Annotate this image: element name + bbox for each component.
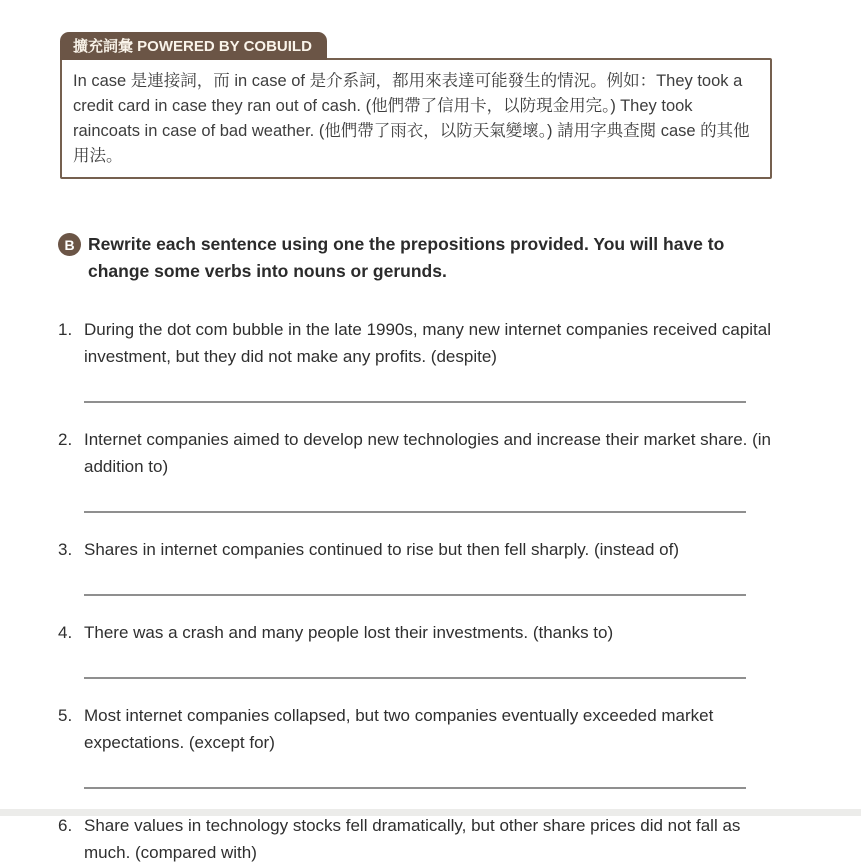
answer-blank-line	[84, 677, 746, 679]
item-body	[84, 536, 776, 596]
page-bottom-edge	[0, 809, 861, 816]
exercise-item-1	[60, 316, 861, 403]
vocab-note-text: In case 是連接詞，而 in case of 是介系詞，都用來表達可能發生的情況。例如：They took a credit card in case they ran out of cash. (他們帶了信用卡，以防現金用完。) They took raincoats in case of bad weather. (他們帶了雨衣，以防天氣變壞。) 請用字典查閱 case 的其他用法。	[73, 72, 750, 165]
cobuild-badge	[60, 32, 327, 60]
item-number: 5.	[58, 706, 73, 725]
item-sentence: During the dot com bubble in the late 1990s, many new internet companies received capital investment, but they did not make any profits. (despite)	[84, 320, 772, 366]
item-sentence: There was a crash and many people lost their investments. (thanks to)	[84, 623, 614, 642]
exercise-instructions: Rewrite each sentence using one the prepositions provided. You will have to change some verbs into nouns or gerunds.	[88, 234, 725, 281]
item-body	[84, 702, 776, 789]
item-sentence: Share values in technology stocks fell dramatically, but other share prices did not fall as much. (compared with)	[84, 816, 741, 862]
item-body	[84, 619, 776, 679]
section-b-badge: B	[58, 233, 81, 256]
exercise-item-4	[60, 619, 861, 679]
item-sentence: Most internet companies collapsed, but two companies eventually exceeded market expectations. (except for)	[84, 706, 714, 752]
answer-blank-line	[84, 401, 746, 403]
vocab-section	[60, 30, 861, 179]
answer-blank-line	[84, 511, 746, 513]
item-body	[84, 316, 776, 403]
exercise-item-6	[60, 812, 861, 866]
answer-blank-line	[84, 594, 746, 596]
exercise-item-5	[60, 702, 861, 789]
item-number: 3.	[58, 540, 73, 559]
exercise-item-2	[60, 426, 861, 513]
item-body	[84, 426, 776, 513]
exercise-item-list	[60, 316, 861, 866]
item-number: 2.	[58, 430, 73, 449]
answer-blank-line	[84, 787, 746, 789]
cobuild-badge-label: 擴充詞彙 POWERED BY COBUILD	[73, 38, 312, 55]
item-sentence: Internet companies aimed to develop new technologies and increase their market share. (in addition to)	[84, 430, 771, 476]
vocab-note-box	[60, 58, 772, 179]
item-number: 4.	[58, 623, 73, 642]
item-body	[84, 812, 776, 866]
item-number: 1.	[58, 320, 73, 339]
item-number: 6.	[58, 816, 73, 835]
item-sentence: Shares in internet companies continued to rise but then fell sharply. (instead of)	[84, 540, 680, 559]
exercise-b-heading	[60, 231, 861, 285]
exercise-item-3	[60, 536, 861, 596]
